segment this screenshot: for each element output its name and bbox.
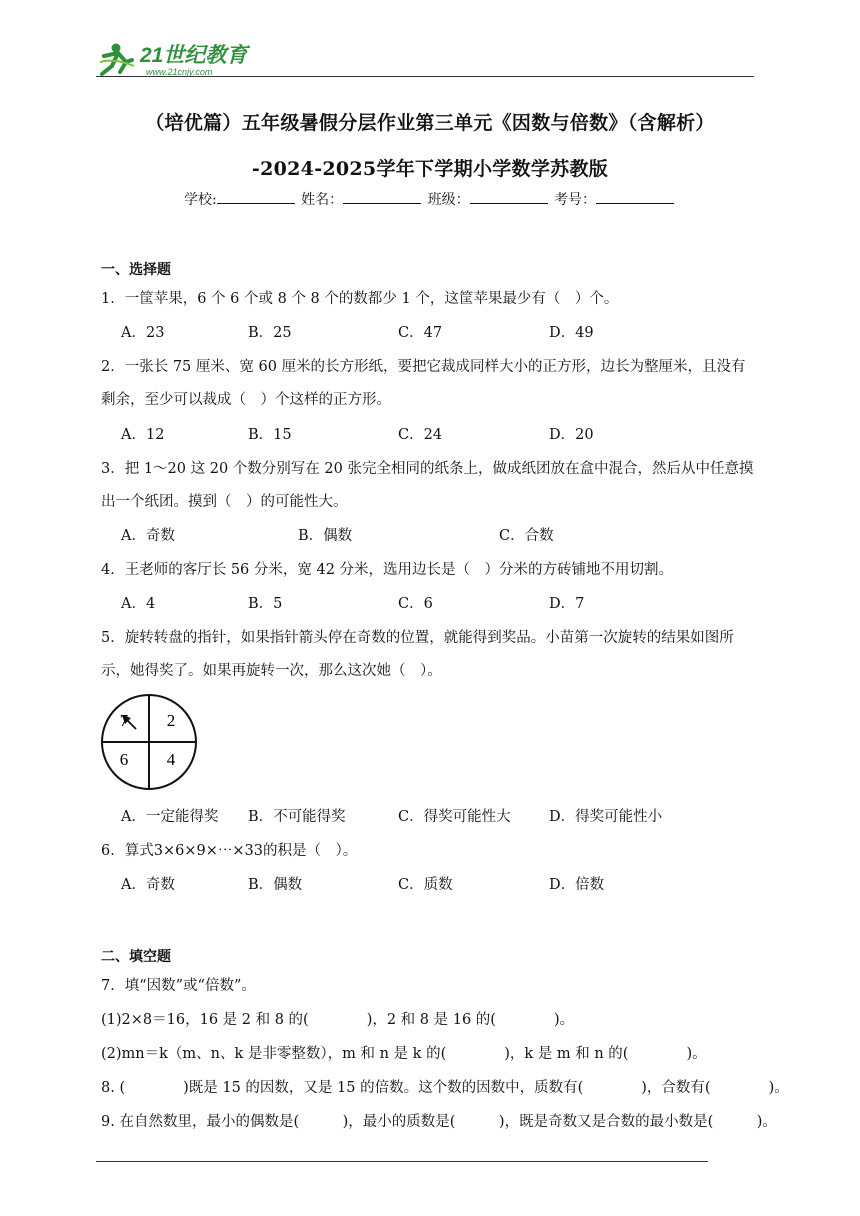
option-a[interactable]: A．12 <box>121 427 165 443</box>
runner-icon <box>100 44 134 75</box>
spinner-figure <box>100 693 198 791</box>
option-a[interactable]: A．奇数 <box>121 877 175 893</box>
option-c[interactable]: C．质数 <box>398 877 453 893</box>
page-subtitle: -2024-2025学年下学期小学数学苏教版 <box>251 158 609 180</box>
spinner-sector-label: 6 <box>119 750 129 769</box>
exam-no-label: 考号： <box>554 192 597 208</box>
logo-text: 21世纪教育 <box>140 44 248 67</box>
spinner-sector-label: 4 <box>166 750 176 769</box>
option-a[interactable]: A．奇数 <box>121 528 175 544</box>
option-b[interactable]: B．25 <box>248 325 292 341</box>
question-text: (1)2×8＝16，16 是 2 和 8 的( )，2 和 8 是 16 的( )。 <box>101 1012 575 1028</box>
option-d[interactable]: D．得奖可能性小 <box>549 809 663 825</box>
page-title: （培优篇）五年级暑假分层作业第三单元《因数与倍数》（含解析） <box>145 112 715 134</box>
option-b[interactable]: B．15 <box>248 427 292 443</box>
option-a[interactable]: A．一定能得奖 <box>121 809 219 825</box>
header-rule <box>96 76 754 77</box>
option-b[interactable]: B．5 <box>248 596 283 612</box>
spinner-sector-label: 2 <box>166 711 176 730</box>
spinner-sector-label: 7 <box>119 711 129 730</box>
question-text: 8. ( )既是 15 的因数，又是 15 的倍数。这个数的因数中，质数有( )，合数有( )。 <box>101 1080 789 1096</box>
option-c[interactable]: C．得奖可能性大 <box>398 809 511 825</box>
question-text: 5．旋转转盘的指针，如果指针箭头停在奇数的位置，就能得到奖品。小苗第一次旋转的结果如图所 <box>101 630 734 646</box>
option-a[interactable]: A．23 <box>121 325 165 341</box>
question-text: 3．把 1～20 这 20 个数分别写在 20 张完全相同的纸条上，做成纸团放在盒中混合，然后从中任意摸 <box>101 461 754 477</box>
question-text: 9. 在自然数里，最小的偶数是( )，最小的质数是( )，既是奇数又是合数的最小数是( )。 <box>101 1114 777 1130</box>
question-text-cont: 示，她得奖了。如果再旋转一次，那么这次她（ ）。 <box>101 663 442 679</box>
class-label: 班级： <box>427 192 470 208</box>
school-blank[interactable] <box>217 191 295 204</box>
option-c[interactable]: C．合数 <box>499 528 554 544</box>
option-d[interactable]: D．49 <box>549 325 594 341</box>
question-text: 6．算式3×6×9×⋯×33的积是（ ）。 <box>101 843 358 859</box>
option-c[interactable]: C．6 <box>398 596 433 612</box>
question-text: 7．填“因数”或“倍数”。 <box>101 978 256 994</box>
name-label: 姓名： <box>301 192 344 208</box>
section-heading: 二、填空题 <box>101 949 171 965</box>
exam-no-blank[interactable] <box>596 191 674 204</box>
name-blank[interactable] <box>343 191 421 204</box>
logo-url: www.21cnjy.com <box>146 67 213 77</box>
option-c[interactable]: C．47 <box>398 325 443 341</box>
question-text: (2)mn＝k（m、n、k 是非零整数），m 和 n 是 k 的( )，k 是 m 和 n 的( )。 <box>101 1046 707 1062</box>
question-text: 1．一筐苹果，6 个 6 个或 8 个 8 个的数都少 1 个，这筐苹果最少有（ ）个。 <box>101 291 619 307</box>
question-text: 4．王老师的客厅长 56 分米，宽 42 分米，选用边长是（ ）分米的方砖铺地不用切割。 <box>101 562 674 578</box>
option-a[interactable]: A．4 <box>121 596 156 612</box>
question-text-cont: 剩余，至少可以裁成（ ）个这样的正方形。 <box>101 392 391 408</box>
option-d[interactable]: D．20 <box>549 427 594 443</box>
option-b[interactable]: B．不可能得奖 <box>248 809 346 825</box>
section-heading: 一、选择题 <box>101 262 171 278</box>
question-text-cont: 出一个纸团。摸到（ ）的可能性大。 <box>101 494 348 510</box>
option-d[interactable]: D．7 <box>549 596 585 612</box>
option-b[interactable]: B．偶数 <box>298 528 353 544</box>
footer-rule <box>96 1161 708 1162</box>
student-info <box>0 189 860 209</box>
class-blank[interactable] <box>470 191 548 204</box>
school-label: 学校: <box>183 192 217 208</box>
option-b[interactable]: B．偶数 <box>248 877 303 893</box>
option-d[interactable]: D．倍数 <box>549 877 605 893</box>
question-text: 2．一张长 75 厘米、宽 60 厘米的长方形纸，要把它裁成同样大小的正方形，边长为整厘米，且没有 <box>101 359 746 375</box>
option-c[interactable]: C．24 <box>398 427 443 443</box>
